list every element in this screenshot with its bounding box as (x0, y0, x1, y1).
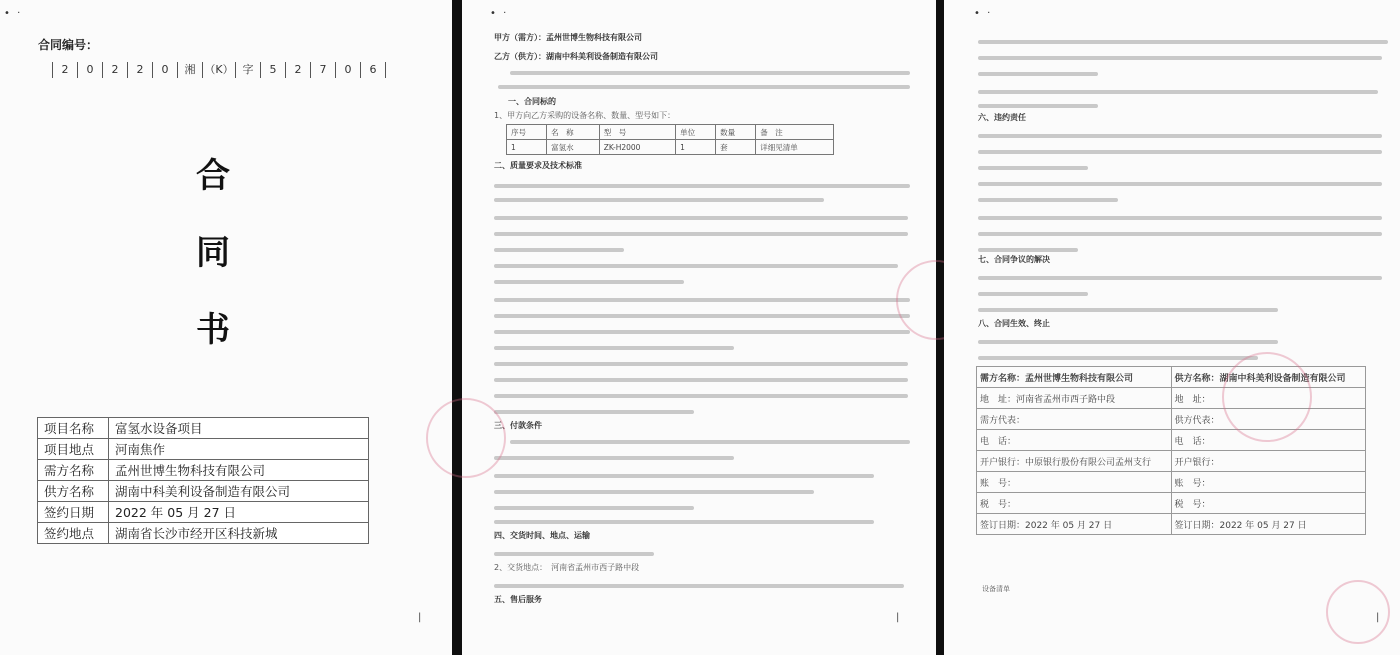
supplier-cell: 开户银行： (1171, 451, 1366, 472)
goods-intro: 1、甲方向乙方采购的设备名称、数量、型号如下： (494, 111, 676, 120)
page-number-mark: | (1376, 612, 1380, 623)
buyer-cell: 签订日期：2022 年 05 月 27 日 (977, 514, 1172, 535)
blurred-text-line (494, 248, 624, 252)
scan-dots: • · (974, 8, 993, 19)
blurred-text-line (978, 248, 1078, 252)
contract-cover-page (0, 0, 452, 655)
section-heading: 二、质量要求及技术标准 (494, 161, 582, 170)
info-value: 富氢水设备项目 (109, 418, 369, 439)
blurred-text-line (494, 552, 654, 556)
table-row (977, 430, 1366, 451)
blurred-text-line (494, 506, 694, 510)
title-char: 合 (196, 156, 230, 196)
section-heading: 六、违约责任 (978, 113, 1026, 122)
info-value: 湖南中科美利设备制造有限公司 (109, 481, 369, 502)
contract-number-char: 2 (127, 62, 152, 78)
blurred-text-line (494, 490, 814, 494)
section-heading: 五、售后服务 (494, 595, 542, 604)
table-cell: 1 (676, 140, 716, 155)
blurred-text-line (978, 166, 1088, 170)
scan-dots: • · (490, 8, 509, 19)
supplier-cell: 税 号： (1171, 493, 1366, 514)
contract-number-char: 2 (285, 62, 310, 78)
buyer-cell: 地 址：河南省孟州市西子路中段 (977, 388, 1172, 409)
table-row (38, 460, 369, 481)
info-key: 项目名称 (38, 418, 109, 439)
contract-number-boxes (52, 62, 386, 78)
contract-number-char: 湘 (177, 62, 202, 78)
supplier-cell: 供方名称：湖南中科美利设备制造有限公司 (1171, 367, 1366, 388)
buyer-cell: 开户银行：中原银行股份有限公司孟州支行 (977, 451, 1172, 472)
info-key: 项目地点 (38, 439, 109, 460)
table-cell: 套 (716, 140, 756, 155)
contract-number-char: 5 (260, 62, 285, 78)
table-row (38, 502, 369, 523)
section-heading: 三、付款条件 (494, 421, 542, 430)
info-key: 需方名称 (38, 460, 109, 481)
supplier-cell: 供方代表： (1171, 409, 1366, 430)
buyer-cell: 需方名称：孟州世博生物科技有限公司 (977, 367, 1172, 388)
buyer-cell: 账 号： (977, 472, 1172, 493)
blurred-text-line (978, 292, 1088, 296)
blurred-text-line (494, 264, 898, 268)
scan-dots: • · (4, 8, 23, 19)
blurred-text-line (494, 216, 908, 220)
blurred-text-line (978, 232, 1382, 236)
blurred-text-line (510, 440, 910, 444)
info-key: 签约地点 (38, 523, 109, 544)
supplier-cell: 电 话： (1171, 430, 1366, 451)
blurred-text-line (978, 104, 1098, 108)
contract-number-char: 字 (235, 62, 260, 78)
table-cell: 详细见清单 (756, 140, 834, 155)
column-header: 备 注 (756, 125, 834, 140)
info-value: 河南焦作 (109, 439, 369, 460)
table-row (977, 472, 1366, 493)
section-heading: 一、合同标的 (508, 97, 556, 106)
section-heading: 八、合同生效、终止 (978, 319, 1050, 328)
contract-number-char: 7 (310, 62, 335, 78)
red-seal-stamp (1222, 352, 1312, 442)
blurred-text-line (494, 232, 908, 236)
table-row (38, 481, 369, 502)
project-info-table (37, 417, 369, 544)
table-row (38, 418, 369, 439)
blurred-text-line (494, 584, 904, 588)
blurred-text-line (978, 308, 1278, 312)
section-heading: 四、交货时间、地点、运输 (494, 531, 590, 540)
info-key: 签约日期 (38, 502, 109, 523)
blurred-text-line (978, 150, 1382, 154)
info-value: 湖南省长沙市经开区科技新城 (109, 523, 369, 544)
blurred-text-line (494, 314, 910, 318)
page-number-mark: | (896, 612, 900, 623)
contract-number-char: （K） (202, 62, 235, 78)
table-cell: 1 (507, 140, 547, 155)
blurred-text-line (494, 456, 734, 460)
blurred-text-line (978, 216, 1382, 220)
contract-number-char: 6 (360, 62, 386, 78)
buyer-cell: 需方代表： (977, 409, 1172, 430)
contract-number-label: 合同编号： (38, 38, 99, 52)
column-header: 单位 (676, 125, 716, 140)
blurred-text-line (494, 346, 734, 350)
column-header: 名 称 (547, 125, 600, 140)
page-number-mark: | (418, 612, 422, 623)
red-seal-stamp (1326, 580, 1390, 644)
goods-table (506, 124, 834, 155)
contract-number-char: 0 (77, 62, 102, 78)
table-header-row (507, 125, 834, 140)
blurred-text-line (978, 276, 1382, 280)
table-row (977, 514, 1366, 535)
blurred-text-line (510, 71, 910, 75)
red-seal-stamp (426, 398, 506, 478)
blurred-text-line (494, 410, 694, 414)
blurred-text-line (978, 198, 1118, 202)
column-header: 型 号 (599, 125, 675, 140)
blurred-text-line (494, 298, 910, 302)
supplier-cell: 账 号： (1171, 472, 1366, 493)
section-heading: 七、合同争议的解决 (978, 255, 1050, 264)
buyer-cell: 税 号： (977, 493, 1172, 514)
table-cell: 富氢水 (547, 140, 600, 155)
contract-number-char: 2 (102, 62, 127, 78)
info-key: 供方名称 (38, 481, 109, 502)
attachment-tag: 设备清单 (982, 585, 1010, 593)
title-char: 书 (196, 310, 230, 350)
blurred-text-line (978, 40, 1388, 44)
blurred-text-line (494, 474, 874, 478)
contract-number-char: 0 (335, 62, 360, 78)
blurred-text-line (494, 378, 908, 382)
supplier-cell: 地 址： (1171, 388, 1366, 409)
blurred-text-line (978, 56, 1382, 60)
blurred-text-line (494, 280, 684, 284)
blurred-text-line (978, 134, 1382, 138)
blurred-text-line (978, 72, 1098, 76)
table-row (977, 451, 1366, 472)
blurred-text-line (498, 85, 910, 89)
info-value: 孟州世博生物科技有限公司 (109, 460, 369, 481)
delivery-place: 2、交货地点： 河南省孟州市西子路中段 (494, 563, 640, 572)
info-value: 2022 年 05 月 27 日 (109, 502, 369, 523)
table-row (38, 523, 369, 544)
table-cell: ZK-H2000 (599, 140, 675, 155)
column-header: 序号 (507, 125, 547, 140)
blurred-text-line (494, 330, 910, 334)
blurred-text-line (494, 394, 908, 398)
blurred-text-line (978, 182, 1382, 186)
blurred-text-line (978, 90, 1378, 94)
buyer-cell: 电 话： (977, 430, 1172, 451)
column-header: 数量 (716, 125, 756, 140)
table-row (977, 493, 1366, 514)
blurred-text-line (494, 184, 910, 188)
blurred-text-line (494, 520, 874, 524)
table-row (507, 140, 834, 155)
supplier-cell: 签订日期：2022 年 05 月 27 日 (1171, 514, 1366, 535)
contract-number-char: 0 (152, 62, 177, 78)
table-row (38, 439, 369, 460)
contract-number-char: 2 (52, 62, 77, 78)
party-b-line: 乙方（供方）：湖南中科美利设备制造有限公司 (494, 52, 658, 61)
blurred-text-line (494, 198, 824, 202)
blurred-text-line (494, 362, 908, 366)
title-char: 同 (196, 233, 230, 273)
blurred-text-line (978, 356, 1258, 360)
blurred-text-line (978, 340, 1278, 344)
party-a-line: 甲方（需方）：孟州世博生物科技有限公司 (494, 33, 642, 42)
